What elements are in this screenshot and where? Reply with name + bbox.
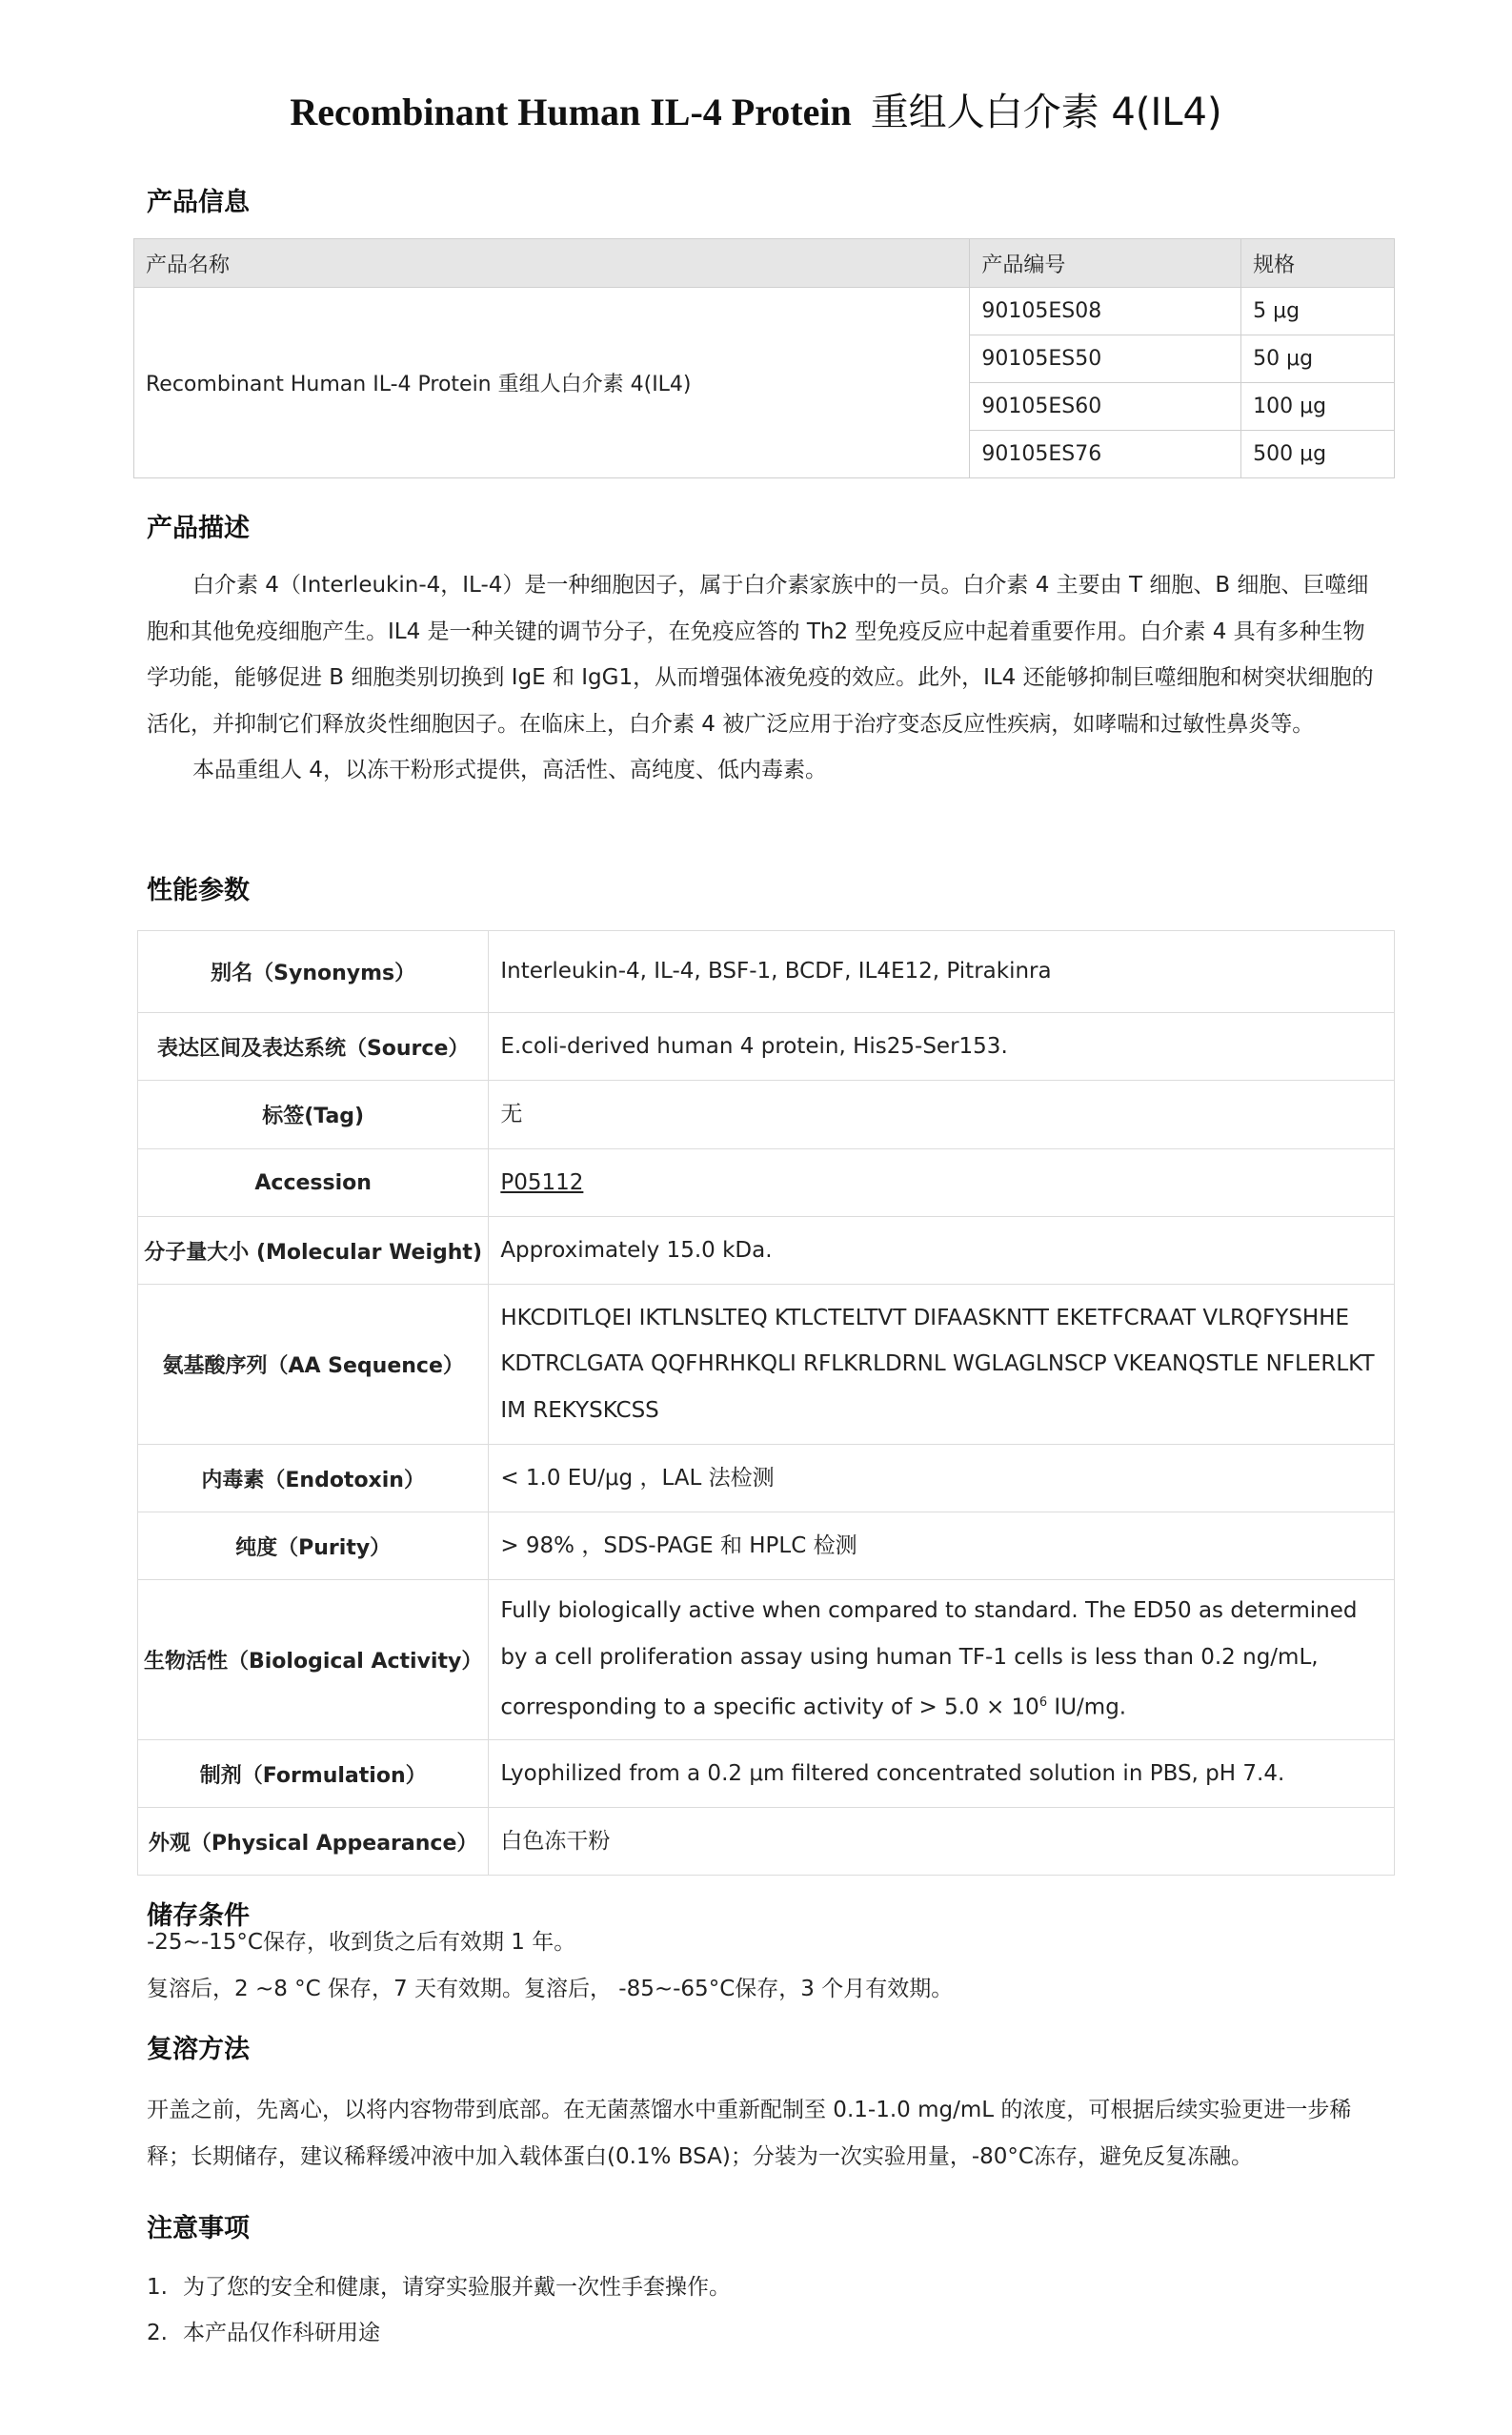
- table-row: [138, 1808, 1395, 1876]
- list-number: 1.: [147, 2275, 168, 2300]
- header-spec: 规格: [1241, 239, 1395, 288]
- spec-key: 表达区间及表达系统（Source）: [138, 1013, 489, 1081]
- table-row: [138, 1740, 1395, 1808]
- spec-value: [489, 1580, 1395, 1740]
- spec-key: 内毒素（Endotoxin）: [138, 1445, 489, 1512]
- spec-key: 氨基酸序列（AA Sequence）: [138, 1285, 489, 1445]
- spec-value: Interleukin-4, IL-4, BSF-1, BCDF, IL4E12, Pitrakinra: [489, 931, 1395, 1013]
- table-row: [138, 1580, 1395, 1740]
- product-code: 90105ES08: [970, 288, 1241, 335]
- product-code: 90105ES76: [970, 431, 1241, 478]
- spec-key: 分子量大小 (Molecular Weight): [138, 1217, 489, 1285]
- description-text: [147, 562, 1385, 794]
- activity-exponent: 6: [1038, 1695, 1048, 1711]
- specs-heading: 性能参数: [147, 876, 250, 905]
- spec-value: HKCDITLQEI IKTLNSLTEQ KTLCTELTVT DIFAASKNTT EKETFCRAAT VLRQFYSHHE KDTRCLGATA QQFHRHKQLI RFLKRLDRNL WGLAGLNSCP VKEANQSTLE NFLERLKT IM REKYSKCSS: [489, 1285, 1395, 1445]
- reconstitution-text: 开盖之前，先离心，以将内容物带到底部。在无菌蒸馏水中重新配制至 0.1-1.0 mg/mL 的浓度，可根据后续实验更进一步稀释；长期储存，建议稀释缓冲液中加入载体蛋白(0.1% BSA)；分装为一次实验用量，-80°C冻存，避免反复冻融。: [147, 2098, 1352, 2169]
- storage-text: [147, 1919, 1385, 2012]
- product-spec: 500 μg: [1241, 431, 1395, 478]
- storage-heading: 储存条件: [147, 1901, 250, 1931]
- spec-value: < 1.0 EU/μg ，LAL 法检测: [489, 1445, 1395, 1512]
- table-row: [138, 1149, 1395, 1217]
- reconstitution-heading: 复溶方法: [147, 2035, 250, 2064]
- spec-value: 白色冻干粉: [489, 1808, 1395, 1876]
- activity-unit: IU/mg.: [1047, 1695, 1127, 1721]
- table-row: [138, 1217, 1395, 1285]
- list-item: [147, 2264, 731, 2310]
- description-paragraph-2: 本品重组人 4，以冻干粉形式提供，高活性、高纯度、低内毒素。: [192, 758, 827, 782]
- table-row: [138, 931, 1395, 1013]
- spec-value: 无: [489, 1081, 1395, 1149]
- list-text: 为了您的安全和健康，请穿实验服并戴一次性手套操作。: [183, 2275, 731, 2300]
- list-item: [147, 2310, 731, 2356]
- product-spec: 100 μg: [1241, 383, 1395, 431]
- product-info-heading: 产品信息: [147, 188, 250, 217]
- spec-value: E.coli-derived human 4 protein, His25-Ser153.: [489, 1013, 1395, 1081]
- spec-key: 生物活性（Biological Activity）: [138, 1580, 489, 1740]
- spec-key: 标签(Tag): [138, 1081, 489, 1149]
- product-spec: 5 μg: [1241, 288, 1395, 335]
- table-row: [138, 1285, 1395, 1445]
- description-heading: 产品描述: [147, 514, 250, 543]
- product-table-header: [134, 239, 1395, 288]
- notes-list: [147, 2264, 731, 2356]
- header-name: 产品名称: [134, 239, 970, 288]
- product-name-cell: Recombinant Human IL-4 Protein 重组人白介素 4(IL4): [134, 288, 970, 478]
- spec-key: Accession: [138, 1149, 489, 1217]
- product-spec: 50 μg: [1241, 335, 1395, 383]
- list-text: 本产品仅作科研用途: [183, 2321, 380, 2345]
- spec-key: 别名（Synonyms）: [138, 931, 489, 1013]
- table-row: [138, 1512, 1395, 1580]
- title-cn: 重组人白介素 4(IL4): [870, 91, 1222, 134]
- product-table: [133, 238, 1395, 478]
- header-code: 产品编号: [970, 239, 1241, 288]
- storage-line-2: 复溶后，2 ~8 °C 保存，7 天有效期。复溶后， -85~-65°C保存，3 个月有效期。: [147, 1976, 954, 2001]
- table-row: [138, 1081, 1395, 1149]
- product-code: 90105ES50: [970, 335, 1241, 383]
- table-row: [138, 1013, 1395, 1081]
- page-title: [0, 82, 1512, 136]
- description-paragraph-1: 白介素 4（Interleukin-4，IL-4）是一种细胞因子，属于白介素家族中的一员。白介素 4 主要由 T 细胞、B 细胞、巨噬细胞和其他免疫细胞产生。IL4 是一种关键的调节分子，在免疫应答的 Th2 型免疫反应中起着重要作用。白介素 4 具有多种生物学功能，能够促进 B 细胞类别切换到 IgE 和 IgG1，从而增强体液免疫的效应。此外，IL4 还能够抑制巨噬细胞和树突状细胞的活化，并抑制它们释放炎性细胞因子。在临床上，白介素 4 被广泛应用于治疗变态反应性疾病，如哮喘和过敏性鼻炎等。: [147, 573, 1374, 737]
- spec-value: > 98% ，SDS-PAGE 和 HPLC 检测: [489, 1512, 1395, 1580]
- specs-table: [137, 930, 1395, 1876]
- title-en: Recombinant Human IL-4 Protein: [290, 91, 852, 133]
- spec-key: 纯度（Purity）: [138, 1512, 489, 1580]
- product-code: 90105ES60: [970, 383, 1241, 431]
- accession-link[interactable]: P05112: [500, 1169, 584, 1195]
- spec-key: 制剂（Formulation）: [138, 1740, 489, 1808]
- storage-line-1: -25~-15°C保存，收到货之后有效期 1 年。: [147, 1930, 576, 1955]
- spec-value: Approximately 15.0 kDa.: [489, 1217, 1395, 1285]
- table-row: [134, 288, 1395, 335]
- notes-heading: 注意事项: [147, 2214, 250, 2243]
- spec-key: 外观（Physical Appearance）: [138, 1808, 489, 1876]
- list-number: 2.: [147, 2321, 168, 2345]
- activity-text: Fully biologically active when compared to standard. The ED50 as determined by a cell proliferation assay using human TF-1 cells is less than 0.2 ng/mL, corresponding to a specific activity of > 5.0 × 10: [500, 1598, 1358, 1721]
- table-row: [138, 1445, 1395, 1512]
- spec-value: Lyophilized from a 0.2 μm filtered concentrated solution in PBS, pH 7.4.: [489, 1740, 1395, 1808]
